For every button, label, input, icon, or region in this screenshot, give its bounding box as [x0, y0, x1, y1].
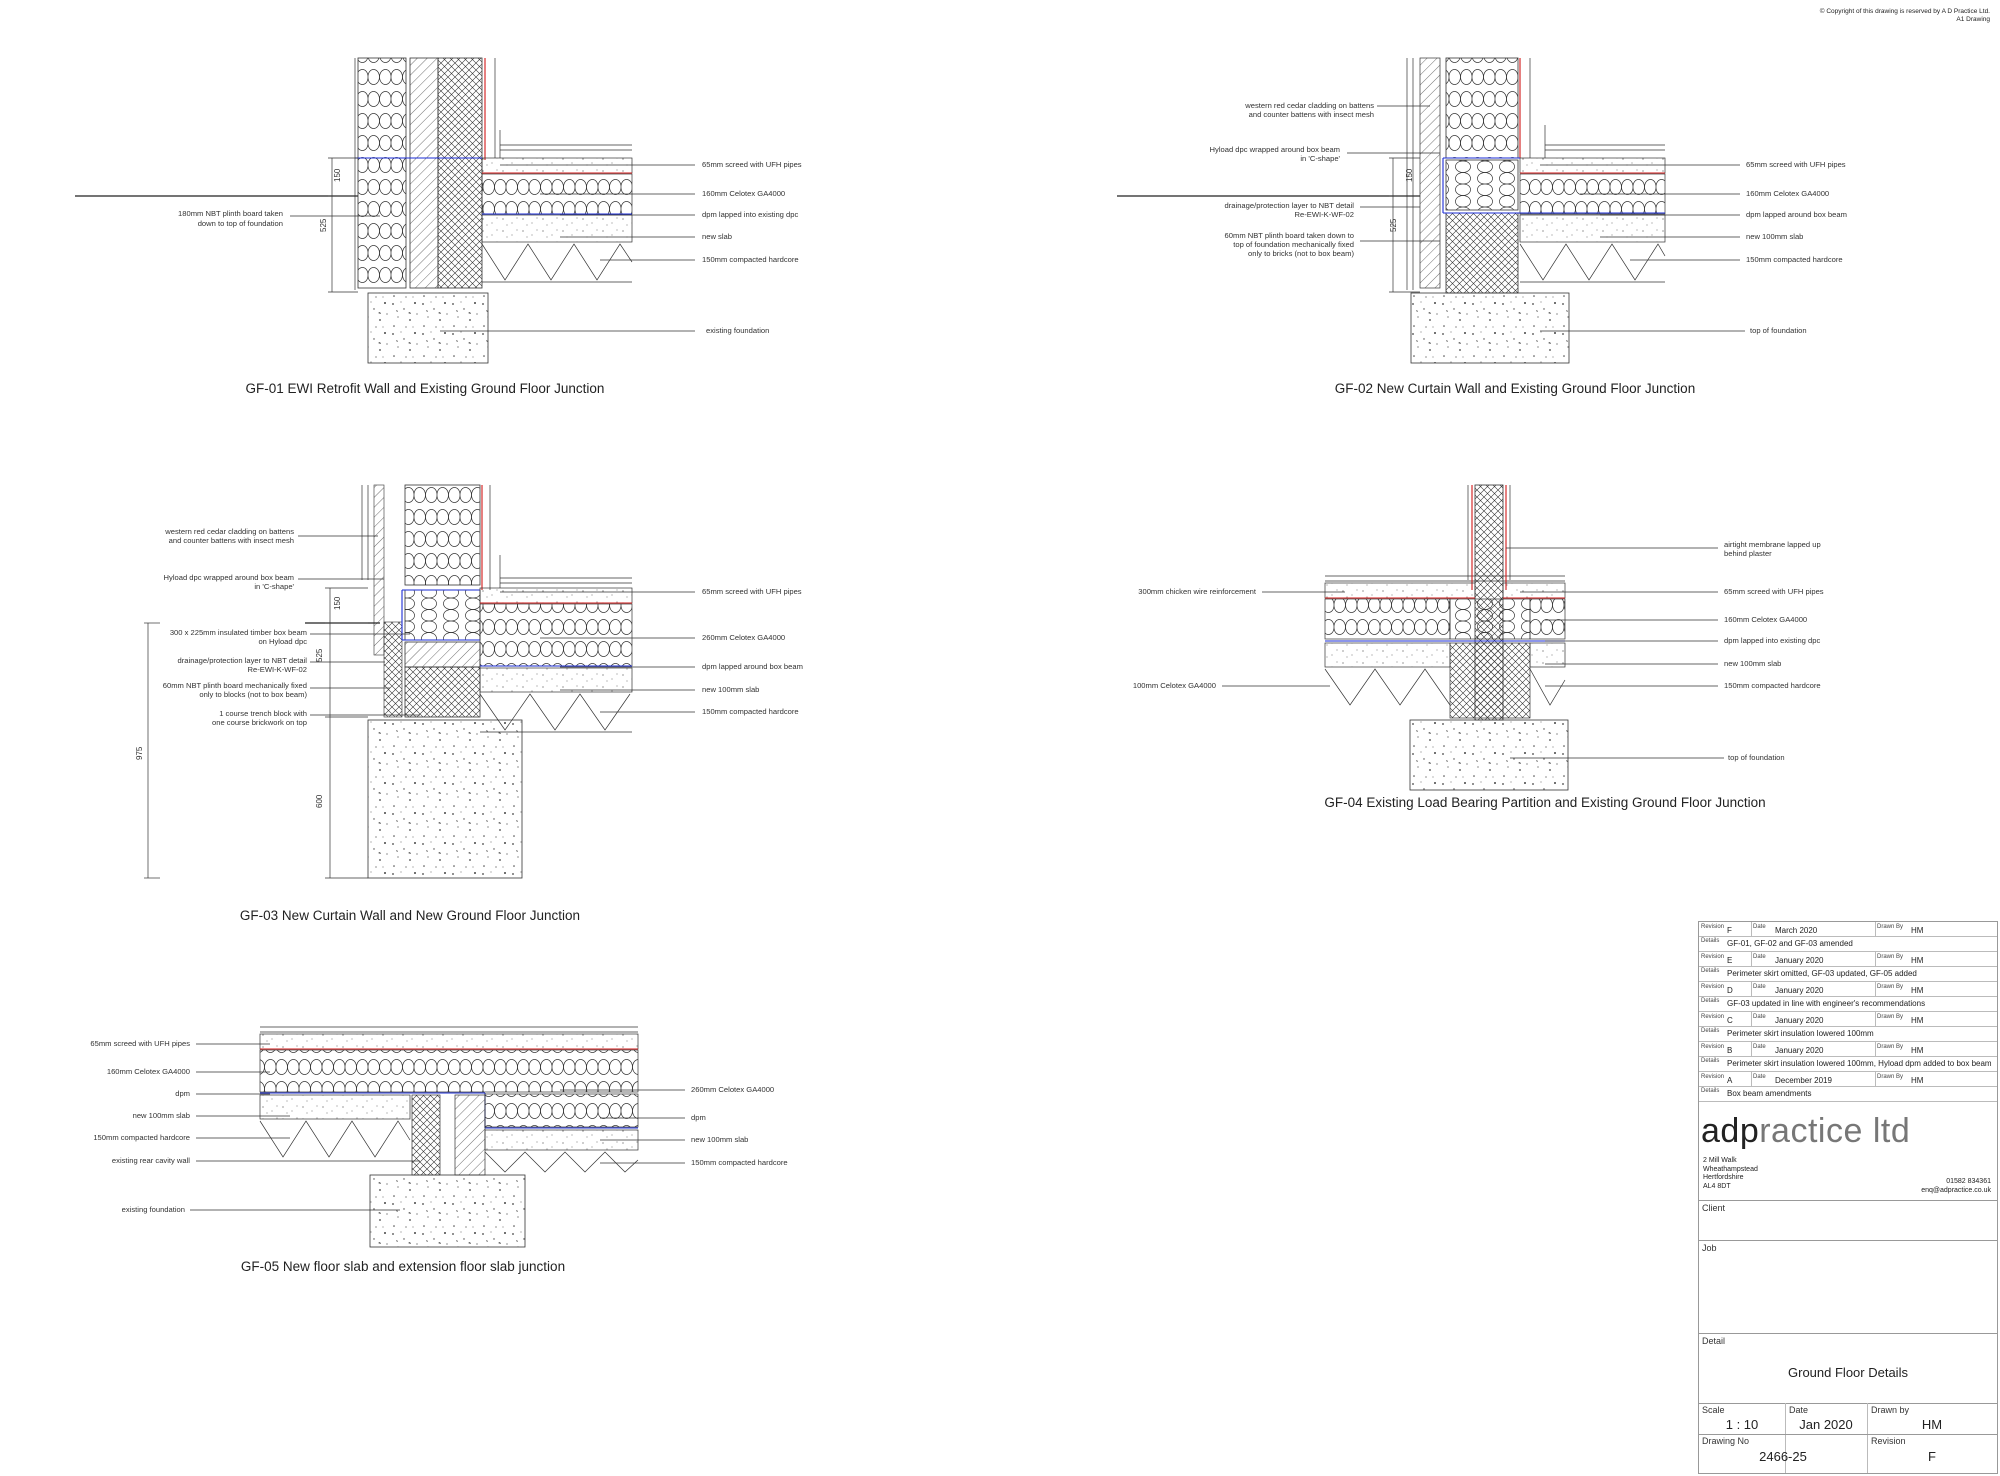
detail-title: GF-03 New Curtain Wall and New Ground Floor Junction	[239, 908, 581, 923]
detail-gf02	[1117, 58, 1847, 396]
revision-row	[1699, 1072, 1997, 1087]
floor-insulation-left	[1325, 599, 1450, 639]
label: 150mm compacted hardcore	[702, 707, 799, 716]
screed	[482, 158, 632, 173]
label: and counter battens with insect mesh	[1248, 110, 1374, 119]
label: 65mm screed with UFH pipes	[702, 160, 802, 169]
revision-row	[1699, 922, 1997, 937]
rev-code: F	[1727, 926, 1732, 935]
date-label: Date	[1753, 1014, 1766, 1020]
dim-150: 150	[1405, 168, 1414, 182]
slab	[480, 668, 632, 692]
label: behind plaster	[1724, 549, 1772, 558]
slab	[482, 215, 632, 242]
label: new 100mm slab	[1746, 232, 1804, 241]
address-line: 2 Mill Walk	[1703, 1157, 1737, 1164]
company-logo	[1701, 1112, 1910, 1151]
company-contact	[1921, 1178, 1991, 1195]
rev-code: D	[1727, 986, 1733, 995]
drawn-label: Drawn By	[1877, 1014, 1904, 1020]
rev-date: January 2020	[1775, 956, 1824, 965]
brickwork	[405, 667, 480, 717]
copyright-line: © Copyright of this drawing is reserved by A D Practice Ltd.	[1819, 8, 1990, 15]
date-label: Date	[1753, 1074, 1766, 1080]
label: only to bricks (not to box beam)	[1248, 249, 1354, 258]
foundation	[368, 720, 522, 878]
rev-by: HM	[1911, 956, 1924, 965]
label: down to top of foundation	[197, 219, 283, 228]
rev-by: HM	[1911, 986, 1924, 995]
date-label: Date	[1753, 924, 1766, 930]
detail-gf05	[90, 1027, 787, 1274]
label: new 100mm slab	[132, 1111, 190, 1120]
label: 65mm screed with UFH pipes	[1746, 160, 1846, 169]
rev-by: HM	[1911, 1076, 1924, 1085]
label: new slab	[702, 232, 732, 241]
label: dpm lapped into existing dpc	[1724, 636, 1821, 645]
cavity-wall-outer	[412, 1095, 440, 1175]
box-beam	[405, 590, 480, 640]
drawing-no-label: Drawing No	[1702, 1436, 1750, 1446]
slab-right	[1530, 643, 1565, 667]
logo-text-b: ractice ltd	[1759, 1112, 1911, 1150]
date-label: Date	[1753, 954, 1766, 960]
drawn-label: Drawn By	[1877, 1074, 1904, 1080]
screed	[1520, 158, 1665, 173]
floor-insulation	[480, 604, 632, 666]
dim-525: 525	[315, 648, 324, 662]
label: 1 course trench block with	[219, 709, 307, 718]
address-line: Hertfordshire	[1703, 1174, 1744, 1181]
label: Hyload dpc wrapped around box beam	[1209, 145, 1340, 154]
slab	[1325, 643, 1450, 667]
rev-details: Perimeter skirt insulation lowered 100mm	[1727, 1029, 1874, 1038]
bricks	[1446, 213, 1518, 293]
label: dpm	[175, 1089, 190, 1098]
label: 180mm NBT plinth board taken	[178, 209, 283, 218]
detail-title: GF-04 Existing Load Bearing Partition and Existing Ground Floor Junction	[1324, 795, 1766, 810]
plinth-board	[384, 622, 402, 717]
drawn-label: Drawn By	[1877, 954, 1904, 960]
rev-details: Box beam amendments	[1727, 1089, 1812, 1098]
rev-date: March 2020	[1775, 926, 1818, 935]
address-line: Wheathampstead	[1703, 1165, 1758, 1173]
revision-details-row	[1699, 937, 1997, 952]
label: in 'C-shape'	[1300, 154, 1340, 163]
wall-insulation	[1446, 58, 1518, 158]
rev-date: January 2020	[1775, 1046, 1824, 1055]
drawn-label: Drawn By	[1877, 1044, 1904, 1050]
rev-date: January 2020	[1775, 1016, 1824, 1025]
revision-details-row	[1699, 967, 1997, 982]
label: 60mm NBT plinth board mechanically fixed	[162, 681, 307, 690]
label: Re-EWI-K-WF-02	[247, 665, 307, 674]
label: 160mm Celotex GA4000	[702, 189, 786, 198]
rev-code: E	[1727, 956, 1733, 965]
dim-525: 525	[1389, 218, 1398, 232]
rev-details: GF-01, GF-02 and GF-03 amended	[1727, 939, 1853, 948]
label: only to blocks (not to box beam)	[199, 690, 307, 699]
wall-cladding	[1420, 58, 1440, 288]
label: top of foundation	[1728, 753, 1785, 762]
label: dpm lapped into existing dpc	[702, 210, 799, 219]
label: 150mm compacted hardcore	[1724, 681, 1821, 690]
ewi-insulation	[358, 58, 406, 288]
label: dpm	[691, 1113, 706, 1122]
foundation	[1411, 293, 1569, 363]
floor-insulation-ext	[485, 1094, 638, 1127]
screed	[480, 588, 632, 603]
label: 300mm chicken wire reinforcement	[1138, 587, 1256, 596]
label: new 100mm slab	[691, 1135, 749, 1144]
details-label: Details	[1701, 938, 1720, 944]
rev-label: Revision	[1701, 1074, 1725, 1080]
label: 60mm NBT plinth board taken down to	[1224, 231, 1354, 240]
detail-gf03	[135, 485, 803, 923]
slab	[1520, 215, 1665, 242]
details-label: Details	[1701, 1088, 1720, 1094]
label: top of foundation mechanically fixed	[1233, 240, 1354, 249]
rev-label: Revision	[1701, 984, 1725, 990]
label: one course brickwork on top	[212, 718, 307, 727]
address-line: AL4 8DT	[1703, 1182, 1731, 1190]
floor-insulation-new	[260, 1050, 638, 1092]
rev-label: Revision	[1701, 1044, 1725, 1050]
revision-value: F	[1928, 1449, 1936, 1464]
revision-details-row	[1699, 997, 1997, 1012]
dim-600: 600	[315, 794, 324, 808]
detail-label: Detail	[1702, 1336, 1726, 1346]
cavity-wall	[438, 58, 482, 288]
details-label: Details	[1701, 968, 1720, 974]
date-value: Jan 2020	[1799, 1417, 1853, 1432]
label: 150mm compacted hardcore	[691, 1158, 788, 1167]
drawn-by-label: Drawn by	[1871, 1405, 1910, 1415]
phone: 01582 834361	[1946, 1178, 1991, 1185]
drawing-no-value: 2466-25	[1759, 1449, 1807, 1464]
label: new 100mm slab	[1724, 659, 1782, 668]
screed-right	[1503, 583, 1565, 598]
title-block	[1698, 921, 1998, 1474]
sheet-size: A1 Drawing	[1956, 16, 1990, 23]
details-label: Details	[1701, 1058, 1720, 1064]
label: drainage/protection layer to NBT detail	[177, 656, 307, 665]
rev-details: GF-03 updated in line with engineer's recommendations	[1727, 999, 1926, 1008]
client-label: Client	[1702, 1203, 1726, 1213]
foundation	[1410, 720, 1568, 790]
label: 65mm screed with UFH pipes	[702, 587, 802, 596]
label: 300 x 225mm insulated timber box beam	[169, 628, 307, 637]
dim-525: 525	[319, 218, 328, 232]
details-label: Details	[1701, 998, 1720, 1004]
date-label: Date	[1753, 1044, 1766, 1050]
wall-insulation	[405, 485, 480, 585]
dim-975: 975	[135, 746, 144, 760]
drawn-label: Drawn By	[1877, 924, 1904, 930]
email: enq@adpractice.co.uk	[1921, 1186, 1991, 1194]
screed-left	[1325, 583, 1475, 598]
rev-code: C	[1727, 1016, 1733, 1025]
label: drainage/protection layer to NBT detail	[1224, 201, 1354, 210]
logo-text-a: adp	[1701, 1112, 1760, 1150]
screed	[260, 1034, 638, 1049]
detail-gf04	[1133, 485, 1824, 810]
revision-row	[1699, 982, 1997, 997]
label: western red cedar cladding on battens	[165, 527, 294, 536]
revision-row	[1699, 1012, 1997, 1027]
label: western red cedar cladding on battens	[1245, 101, 1374, 110]
wall-base-insulation	[1450, 599, 1530, 639]
rev-label: Revision	[1701, 1014, 1725, 1020]
label: 65mm screed with UFH pipes	[90, 1039, 190, 1048]
rev-by: HM	[1911, 1016, 1924, 1025]
date-label: Date	[1753, 984, 1766, 990]
label: existing rear cavity wall	[111, 1156, 190, 1165]
rev-date: January 2020	[1775, 986, 1824, 995]
label: 150mm compacted hardcore	[93, 1133, 190, 1142]
label: 260mm Celotex GA4000	[691, 1085, 775, 1094]
label: and counter battens with insect mesh	[168, 536, 294, 545]
drawn-by-value: HM	[1921, 1417, 1943, 1432]
rev-details: Perimeter skirt insulation lowered 100mm, Hyload dpm added to box beam	[1727, 1059, 1992, 1068]
revision-field-label: Revision	[1871, 1436, 1906, 1446]
revision-row	[1699, 952, 1997, 967]
detail-title: GF-05 New floor slab and extension floor slab junction	[240, 1259, 566, 1274]
scale-value: 1 : 10	[1725, 1417, 1759, 1432]
detail-gf01	[75, 58, 802, 396]
scale-label: Scale	[1702, 1405, 1725, 1415]
label: 160mm Celotex GA4000	[1724, 615, 1808, 624]
trench-block	[405, 642, 480, 667]
rev-code: B	[1727, 1046, 1733, 1055]
drawn-label: Drawn By	[1877, 984, 1904, 990]
detail-value: Ground Floor Details	[1788, 1365, 1908, 1380]
dim-150: 150	[333, 596, 342, 610]
box-beam	[1446, 160, 1518, 210]
label: existing foundation	[706, 326, 770, 335]
details-label: Details	[1701, 1028, 1720, 1034]
date-field-label: Date	[1789, 1405, 1809, 1415]
label: in 'C-shape'	[254, 582, 294, 591]
detail-title: GF-02 New Curtain Wall and Existing Ground Floor Junction	[1334, 381, 1696, 396]
rev-label: Revision	[1701, 954, 1725, 960]
label: 65mm screed with UFH pipes	[1724, 587, 1824, 596]
dim-150: 150	[333, 168, 342, 182]
label: dpm lapped around box beam	[1746, 210, 1847, 219]
rev-code: A	[1727, 1076, 1733, 1085]
label: new 100mm slab	[702, 685, 760, 694]
label: 160mm Celotex GA4000	[106, 1067, 190, 1076]
rev-details: Perimeter skirt omitted, GF-03 updated, GF-05 added	[1727, 969, 1917, 978]
label: 260mm Celotex GA4000	[702, 633, 786, 642]
wall-base-brick	[1450, 643, 1530, 718]
slab-old	[260, 1095, 410, 1119]
masonry-wall	[410, 58, 438, 288]
job-label: Job	[1702, 1243, 1717, 1253]
foundation	[370, 1175, 525, 1247]
revision-details-row	[1699, 1087, 1997, 1102]
rev-by: HM	[1911, 1046, 1924, 1055]
rev-date: December 2019	[1775, 1076, 1832, 1085]
label: 160mm Celotex GA4000	[1746, 189, 1830, 198]
revision-details-row	[1699, 1057, 1997, 1072]
label: airtight membrane lapped up	[1724, 540, 1821, 549]
company-address	[1703, 1157, 1758, 1191]
label: Re-EWI-K-WF-02	[1294, 210, 1354, 219]
rev-label: Revision	[1701, 924, 1725, 930]
rev-by: HM	[1911, 926, 1924, 935]
label: Hyload dpc wrapped around box beam	[163, 573, 294, 582]
revision-row	[1699, 1042, 1997, 1057]
label: 100mm Celotex GA4000	[1132, 681, 1216, 690]
label: 150mm compacted hardcore	[1746, 255, 1843, 264]
label: existing foundation	[121, 1205, 185, 1214]
detail-title: GF-01 EWI Retrofit Wall and Existing Ground Floor Junction	[245, 381, 605, 396]
cavity-wall-inner	[455, 1095, 485, 1175]
foundation	[368, 293, 488, 363]
wall-cladding	[374, 485, 384, 655]
floor-insulation-right	[1530, 599, 1565, 639]
revision-details-row	[1699, 1027, 1997, 1042]
label: dpm lapped around box beam	[702, 662, 803, 671]
label: top of foundation	[1750, 326, 1807, 335]
label: on Hyload dpc	[258, 637, 307, 646]
label: 150mm compacted hardcore	[702, 255, 799, 264]
